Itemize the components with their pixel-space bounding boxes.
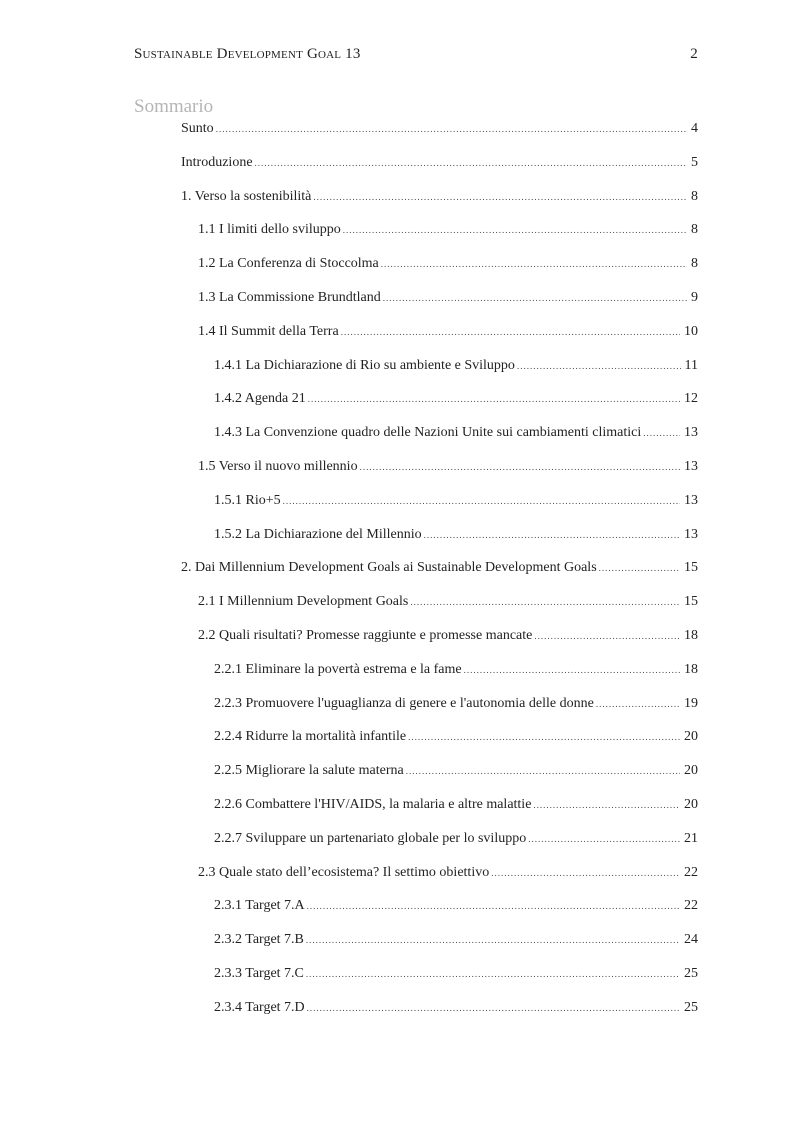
toc-entry-page: 15 <box>684 560 698 576</box>
toc-entry[interactable] <box>181 155 698 175</box>
toc-entry-page: 13 <box>684 492 698 508</box>
running-header <box>134 46 698 66</box>
toc-entry[interactable] <box>214 729 698 749</box>
toc-leader-dots <box>517 361 681 371</box>
toc-entry[interactable] <box>181 560 698 580</box>
toc-leader-dots <box>424 530 680 540</box>
toc-leader-dots <box>255 158 687 168</box>
toc-leader-dots <box>360 462 680 472</box>
toc-entry[interactable] <box>214 1000 698 1020</box>
toc-entry-page: 22 <box>684 864 698 880</box>
toc-entry-page: 20 <box>684 729 698 745</box>
toc-leader-dots <box>528 834 680 844</box>
toc-entry-label: 2.2 Quali risultati? Promesse raggiunte e promesse mancate <box>198 628 533 643</box>
toc-entry-page: 15 <box>684 594 698 610</box>
toc-entry[interactable] <box>214 527 698 547</box>
toc-entry[interactable] <box>198 222 698 242</box>
toc-entry-label: 2.2.5 Migliorare la salute materna <box>214 763 404 779</box>
toc-leader-dots <box>381 259 687 269</box>
toc-entry[interactable] <box>181 121 698 141</box>
toc-entry[interactable] <box>198 628 698 648</box>
toc-entry-page: 18 <box>684 628 698 643</box>
toc-entry[interactable] <box>214 898 698 918</box>
toc-entry-page: 10 <box>684 323 698 339</box>
toc-title: Sommario <box>134 96 214 117</box>
toc-leader-dots <box>643 428 680 438</box>
toc-entry-label: 2.2.1 Eliminare la povertà estrema e la fame <box>214 661 462 677</box>
toc-leader-dots <box>410 597 680 607</box>
toc-leader-dots <box>408 732 680 742</box>
toc-entry-page: 13 <box>684 526 698 542</box>
toc-entry-page: 20 <box>684 763 698 779</box>
toc-entry[interactable] <box>198 459 698 479</box>
toc-leader-dots <box>307 901 680 911</box>
toc-leader-dots <box>533 800 680 810</box>
toc-entry-page: 4 <box>691 121 698 136</box>
toc-entry-page: 21 <box>684 830 698 846</box>
toc-entry-page: 20 <box>684 797 698 812</box>
toc-entry[interactable] <box>214 932 698 952</box>
toc-entry[interactable] <box>214 662 698 682</box>
toc-entry-label: 1.4.3 La Convenzione quadro delle Nazioni Unite sui cambiamenti climatici <box>214 425 642 441</box>
toc-entry-page: 25 <box>684 999 698 1015</box>
toc-entry[interactable] <box>214 391 698 411</box>
toc-entry-page: 13 <box>684 459 698 474</box>
toc-entry-page: 22 <box>684 898 698 914</box>
toc-leader-dots <box>464 665 680 675</box>
toc-entry-label: 1.5.2 La Dichiarazione del Millennio <box>214 526 422 542</box>
toc-entry-page: 11 <box>684 357 698 373</box>
toc-entry[interactable] <box>214 763 698 783</box>
toc-leader-dots <box>406 766 680 776</box>
header-page-number: 2 <box>690 46 698 62</box>
toc-entry-label: 1.5 Verso il nuovo millennio <box>198 459 358 474</box>
toc-entry-page: 5 <box>691 154 698 170</box>
toc-leader-dots <box>306 935 680 945</box>
toc-entry[interactable] <box>214 358 698 378</box>
toc-entry-label: 1.2 La Conferenza di Stoccolma <box>198 256 379 272</box>
toc-entry-label: 1. Verso la sostenibilità <box>181 188 312 204</box>
toc-entry-label: 2. Dai Millennium Development Goals ai Sustainable Development Goals <box>181 560 597 576</box>
toc-entry-label: 1.4.1 La Dichiarazione di Rio su ambiente e Sviluppo <box>214 357 515 373</box>
toc-leader-dots <box>306 969 680 979</box>
toc-entry-label: 2.2.6 Combattere l'HIV/AIDS, la malaria e altre malattie <box>214 797 532 812</box>
toc-entry[interactable] <box>214 797 698 817</box>
toc-entry[interactable] <box>198 865 698 885</box>
toc-entry-page: 19 <box>684 695 698 711</box>
toc-leader-dots <box>307 1003 680 1013</box>
toc-leader-dots <box>341 327 680 337</box>
toc-entry-label: Sunto <box>181 121 214 136</box>
toc-leader-dots <box>491 868 680 878</box>
toc-entry-label: 1.3 La Commissione Brundtland <box>198 290 381 305</box>
toc-entry-page: 8 <box>691 256 698 272</box>
toc-entry-label: 2.1 I Millennium Development Goals <box>198 594 409 610</box>
toc-leader-dots <box>383 293 687 303</box>
toc-entry-label: 2.2.4 Ridurre la mortalità infantile <box>214 729 407 745</box>
toc-entry[interactable] <box>198 290 698 310</box>
toc-entry[interactable] <box>214 425 698 445</box>
toc-entry-label: 1.5.1 Rio+5 <box>214 492 281 508</box>
header-title: Sustainable Development Goal 13 <box>134 46 361 62</box>
toc-entry-page: 24 <box>684 932 698 948</box>
toc-entry-label: 2.3.3 Target 7.C <box>214 966 304 981</box>
toc-entry-label: 1.4 Il Summit della Terra <box>198 323 339 339</box>
toc-entry-label: 2.3.1 Target 7.A <box>214 898 305 914</box>
toc-entry[interactable] <box>214 966 698 986</box>
toc-entry-page: 9 <box>691 290 698 305</box>
toc-leader-dots <box>343 225 687 235</box>
toc-entry-page: 8 <box>691 222 698 238</box>
toc-leader-dots <box>216 124 687 134</box>
toc-entry-page: 12 <box>684 391 698 407</box>
toc-entry[interactable] <box>181 189 698 209</box>
toc-leader-dots <box>596 699 680 709</box>
toc-entry[interactable] <box>198 594 698 614</box>
toc-entry[interactable] <box>214 696 698 716</box>
toc-entry-label: 1.4.2 Agenda 21 <box>214 391 306 407</box>
toc-entry[interactable] <box>214 831 698 851</box>
toc-leader-dots <box>313 192 687 202</box>
toc-entry-page: 25 <box>684 966 698 981</box>
toc-entry-label: 2.2.3 Promuovere l'uguaglianza di genere e l'autonomia delle donne <box>214 695 594 711</box>
toc-entry-label: 2.3 Quale stato dell’ecosistema? Il settimo obiettivo <box>198 864 490 880</box>
toc-entry-label: 2.3.2 Target 7.B <box>214 932 304 948</box>
toc-entry[interactable] <box>214 493 698 513</box>
toc-entry-label: 2.2.7 Sviluppare un partenariato globale per lo sviluppo <box>214 830 527 846</box>
toc-leader-dots <box>534 631 680 641</box>
toc-entry-page: 8 <box>691 188 698 204</box>
toc-entry-label: Introduzione <box>181 154 253 170</box>
toc-entry-page: 13 <box>684 425 698 441</box>
toc-entry-page: 18 <box>684 661 698 677</box>
toc-leader-dots <box>283 496 680 506</box>
toc-entry[interactable] <box>198 324 698 344</box>
toc-leader-dots <box>599 563 680 573</box>
toc-entry-label: 2.3.4 Target 7.D <box>214 999 305 1015</box>
toc-leader-dots <box>308 394 680 404</box>
toc-entry[interactable] <box>198 256 698 276</box>
toc-entry-label: 1.1 I limiti dello sviluppo <box>198 222 341 238</box>
